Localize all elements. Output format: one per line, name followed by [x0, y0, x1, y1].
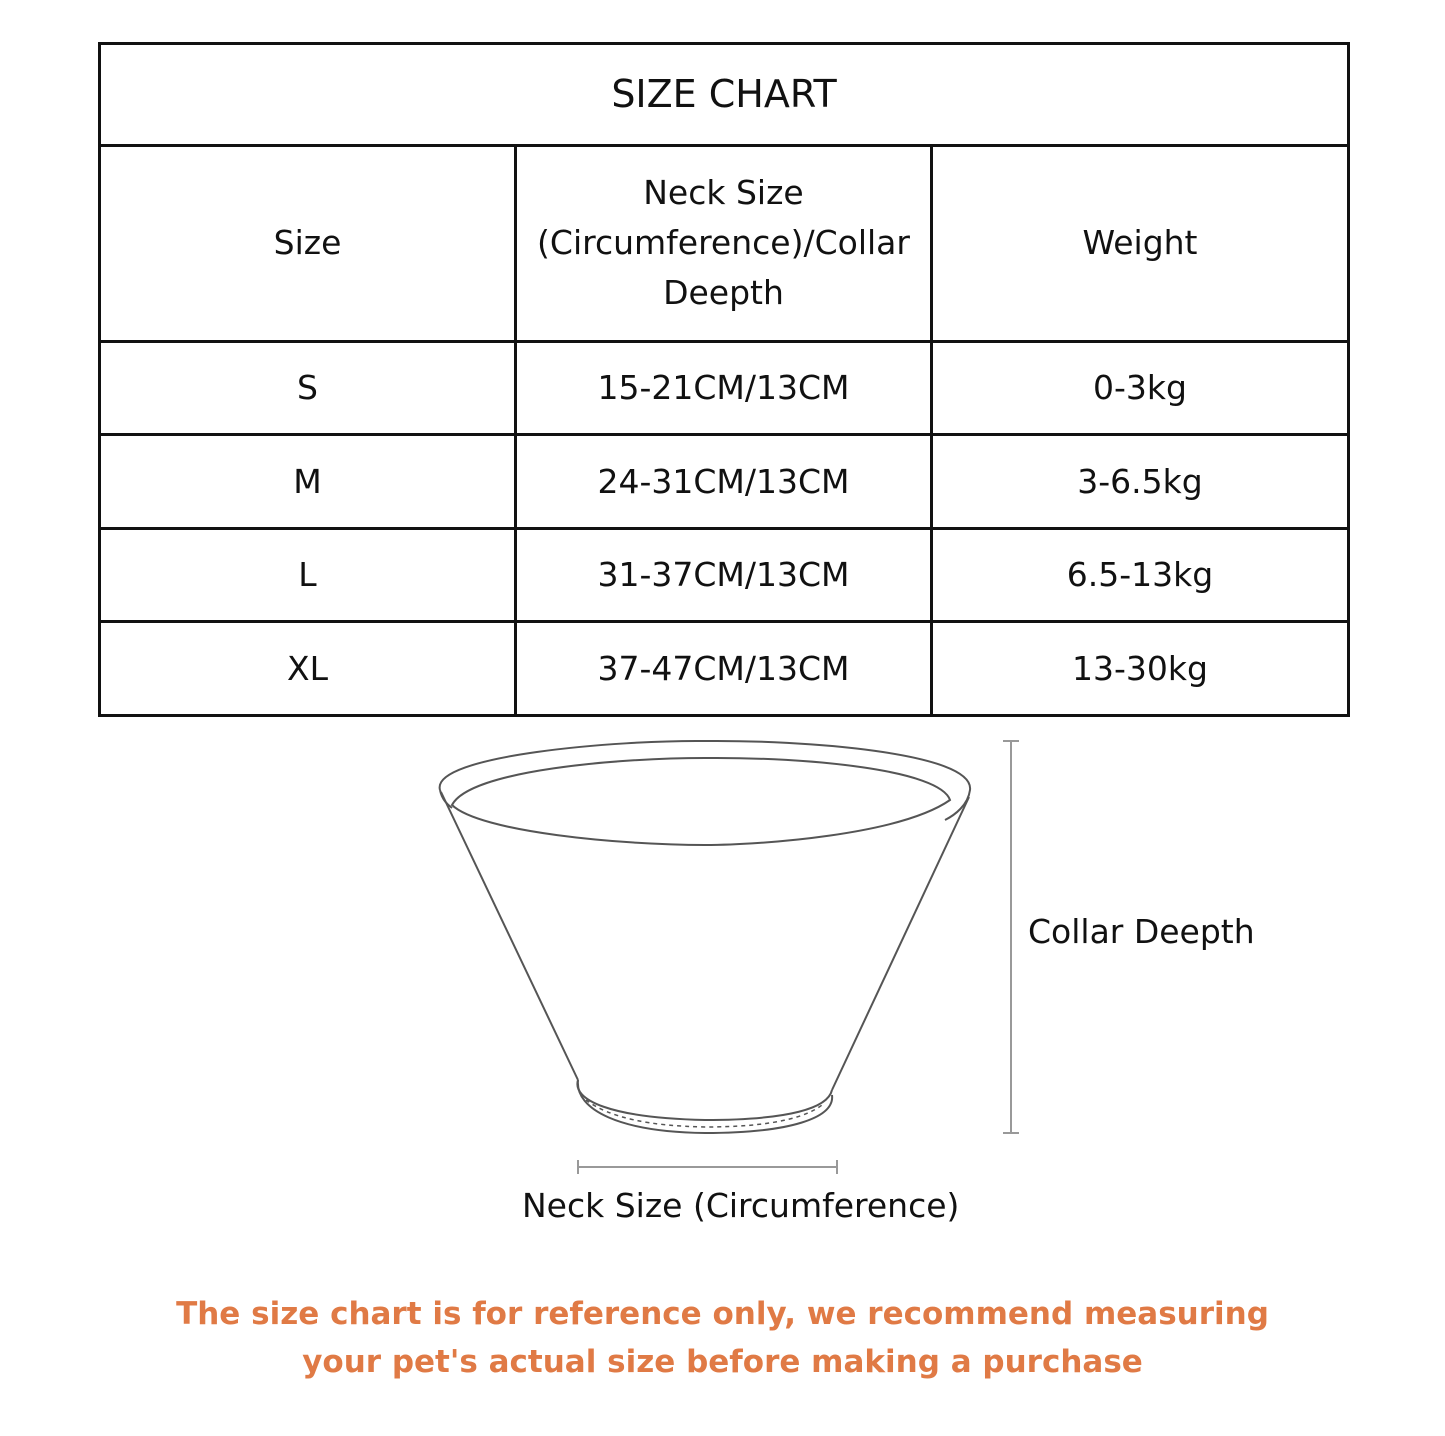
- cell-size: XL: [100, 622, 516, 716]
- header-weight-label: Weight: [1082, 223, 1198, 263]
- header-weight: [932, 145, 1349, 341]
- header-neck-size: [516, 145, 932, 341]
- cell-neck-size: 15-21CM/13CM: [516, 341, 932, 435]
- table-row: [100, 341, 1349, 435]
- cell-weight: 0-3kg: [932, 341, 1349, 435]
- reference-note-line-1: The size chart is for reference only, we recommend measuring: [176, 1296, 1269, 1332]
- neck-measure-line: [578, 1160, 837, 1174]
- cell-neck-size: 37-47CM/13CM: [516, 622, 932, 716]
- table-header-row: [100, 145, 1349, 341]
- reference-note: [0, 1290, 1445, 1386]
- collar-diagram: [0, 720, 1445, 1240]
- size-chart-table: [98, 42, 1350, 717]
- table-row: [100, 435, 1349, 529]
- neck-size-label: Neck Size (Circumference): [522, 1186, 960, 1225]
- cell-neck-size: 31-37CM/13CM: [516, 528, 932, 622]
- table-title: SIZE CHART: [100, 44, 1349, 146]
- depth-measure-line: [1003, 741, 1019, 1133]
- table-title-row: [100, 44, 1349, 146]
- table-row: [100, 622, 1349, 716]
- cell-weight: 13-30kg: [932, 622, 1349, 716]
- cell-neck-size: 24-31CM/13CM: [516, 435, 932, 529]
- cell-size: M: [100, 435, 516, 529]
- header-neck-size-label: Neck Size (Circumference)/Collar Deepth: [537, 173, 910, 313]
- collar-depth-label: Collar Deepth: [1028, 912, 1255, 951]
- cell-weight: 6.5-13kg: [932, 528, 1349, 622]
- cell-size: S: [100, 341, 516, 435]
- reference-note-line-2: your pet's actual size before making a purchase: [302, 1344, 1143, 1380]
- cone-collar-icon: [440, 741, 970, 1133]
- table-row: [100, 528, 1349, 622]
- cell-size: L: [100, 528, 516, 622]
- header-size-label: Size: [273, 223, 342, 263]
- cell-weight: 3-6.5kg: [932, 435, 1349, 529]
- header-size: [100, 145, 516, 341]
